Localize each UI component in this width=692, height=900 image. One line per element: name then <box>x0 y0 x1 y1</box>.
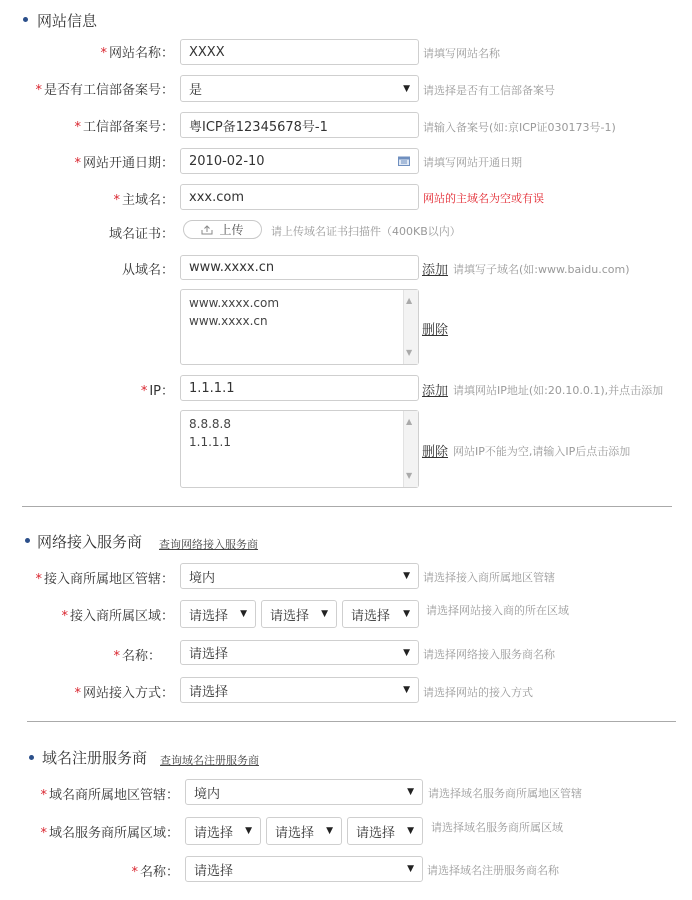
ip-list-hint: 网站IP不能为空,请输入IP后点击添加 <box>453 445 631 458</box>
isp-name-label: * 名称： <box>113 649 161 664</box>
registrar-region-authority-label: * 域名商所属地区管辖： <box>40 788 179 803</box>
delete-ip-link[interactable]: 删除 <box>422 445 449 460</box>
sub-domain-hint: 请填写子域名(如:www.baidu.com) <box>453 263 630 276</box>
site-name-input[interactable]: XXXX <box>180 39 419 65</box>
isp-province-select[interactable]: 请选择 ▼ <box>180 600 256 628</box>
ip-input[interactable]: 1.1.1.1 <box>180 375 419 401</box>
chevron-down-icon: ▼ <box>403 609 410 619</box>
delete-sub-domain-link[interactable]: 删除 <box>422 323 449 338</box>
divider <box>27 721 676 722</box>
open-date-input[interactable]: 2010-02-10 <box>180 148 419 174</box>
scroll-down-icon[interactable]: ▼ <box>406 348 413 357</box>
scroll-up-icon[interactable]: ▲ <box>406 417 413 426</box>
ip-label: * IP： <box>140 384 174 399</box>
section-bullet <box>25 538 30 543</box>
domain-cert-label: 域名证书： <box>108 227 174 242</box>
access-method-hint: 请选择网站的接入方式 <box>423 686 533 699</box>
registrar-name-select[interactable]: 请选择 ▼ <box>185 856 423 882</box>
add-sub-domain-link[interactable]: 添加 <box>422 263 449 278</box>
chevron-down-icon: ▼ <box>326 826 333 836</box>
chevron-down-icon: ▼ <box>407 826 414 836</box>
chevron-down-icon: ▼ <box>403 571 410 581</box>
isp-region-hint: 请选择网站接入商的所在区域 <box>426 604 569 617</box>
scrollbar[interactable] <box>403 290 418 364</box>
registrar-name-hint: 请选择域名注册服务商名称 <box>427 864 559 877</box>
list-item: www.xxxx.com <box>189 296 280 310</box>
ip-hint: 请填网站IP地址(如:20.10.0.1),并点击添加 <box>453 384 664 397</box>
chevron-down-icon: ▼ <box>403 647 410 658</box>
chevron-down-icon: ▼ <box>403 83 410 94</box>
has-icp-select[interactable]: 是 ▼ <box>180 75 419 102</box>
section-title-website: 网站信息 <box>37 12 98 30</box>
isp-region-authority-label: * 接入商所属地区管辖： <box>35 572 174 587</box>
add-ip-link[interactable]: 添加 <box>422 384 449 399</box>
has-icp-label: * 是否有工信部备案号： <box>35 83 174 98</box>
section-title-isp: 网络接入服务商 <box>37 533 143 551</box>
registrar-region-label: * 域名服务商所属区域： <box>40 826 179 841</box>
isp-name-select[interactable]: 请选择 ▼ <box>180 640 419 665</box>
registrar-name-label: * 名称： <box>131 865 179 880</box>
isp-district-select[interactable]: 请选择 ▼ <box>342 600 419 628</box>
sub-domain-label: 从域名： <box>121 263 174 278</box>
divider <box>22 506 672 507</box>
upload-icon <box>201 225 213 235</box>
chevron-down-icon: ▼ <box>403 685 410 695</box>
chevron-down-icon: ▼ <box>407 864 414 874</box>
chevron-down-icon: ▼ <box>407 787 414 797</box>
list-item: www.xxxx.cn <box>189 314 268 328</box>
access-method-label: * 网站接入方式： <box>74 686 174 701</box>
icp-number-hint: 请输入备案号(如:京ICP证030173号-1) <box>423 121 616 134</box>
registrar-region-hint: 请选择域名服务商所属区域 <box>431 821 563 834</box>
registrar-region-authority-hint: 请选择域名服务商所属地区管辖 <box>428 787 582 800</box>
isp-name-hint: 请选择网络接入服务商名称 <box>423 648 555 661</box>
site-name-label: * 网站名称： <box>100 46 174 61</box>
section-bullet <box>29 755 34 760</box>
main-domain-label: * 主域名： <box>113 193 174 208</box>
chevron-down-icon: ▼ <box>245 826 252 836</box>
section-bullet <box>23 17 28 22</box>
scroll-down-icon[interactable]: ▼ <box>406 471 413 480</box>
sub-domain-list[interactable] <box>180 289 419 365</box>
isp-city-select[interactable]: 请选择 ▼ <box>261 600 337 628</box>
query-isp-link[interactable]: 查询网络接入服务商 <box>159 538 258 551</box>
registrar-district-select[interactable]: 请选择 ▼ <box>347 817 423 845</box>
domain-cert-hint: 请上传域名证书扫描件（400KB以内） <box>271 225 461 238</box>
access-method-select[interactable]: 请选择 ▼ <box>180 677 419 703</box>
main-domain-input[interactable]: xxx.com <box>180 184 419 210</box>
chevron-down-icon: ▼ <box>240 609 247 619</box>
chevron-down-icon: ▼ <box>321 609 328 619</box>
isp-region-authority-hint: 请选择接入商所属地区管辖 <box>423 571 555 584</box>
site-name-hint: 请填写网站名称 <box>423 47 500 60</box>
registrar-city-select[interactable]: 请选择 ▼ <box>266 817 342 845</box>
ip-list[interactable] <box>180 410 419 488</box>
sub-domain-input[interactable]: www.xxxx.cn <box>180 255 419 280</box>
calendar-icon[interactable] <box>398 156 410 166</box>
isp-region-label: * 接入商所属区域： <box>61 609 174 624</box>
section-title-registrar: 域名注册服务商 <box>42 749 148 767</box>
list-item: 1.1.1.1 <box>189 435 231 449</box>
list-item: 8.8.8.8 <box>189 417 231 431</box>
query-registrar-link[interactable]: 查询域名注册服务商 <box>160 754 259 767</box>
open-date-hint: 请填写网站开通日期 <box>423 156 522 169</box>
has-icp-hint: 请选择是否有工信部备案号 <box>423 84 555 97</box>
scrollbar[interactable] <box>403 411 418 487</box>
isp-region-authority-select[interactable]: 境内 ▼ <box>180 563 419 589</box>
icp-number-input[interactable]: 粤ICP备12345678号-1 <box>180 112 419 138</box>
registrar-region-authority-select[interactable]: 境内 ▼ <box>185 779 423 805</box>
main-domain-error: 网站的主域名为空或有误 <box>423 192 544 205</box>
open-date-label: * 网站开通日期： <box>74 156 174 171</box>
icp-number-label: * 工信部备案号： <box>74 120 174 135</box>
scroll-up-icon[interactable]: ▲ <box>406 296 413 305</box>
registrar-province-select[interactable]: 请选择 ▼ <box>185 817 261 845</box>
upload-button[interactable]: 上传 <box>183 220 262 239</box>
